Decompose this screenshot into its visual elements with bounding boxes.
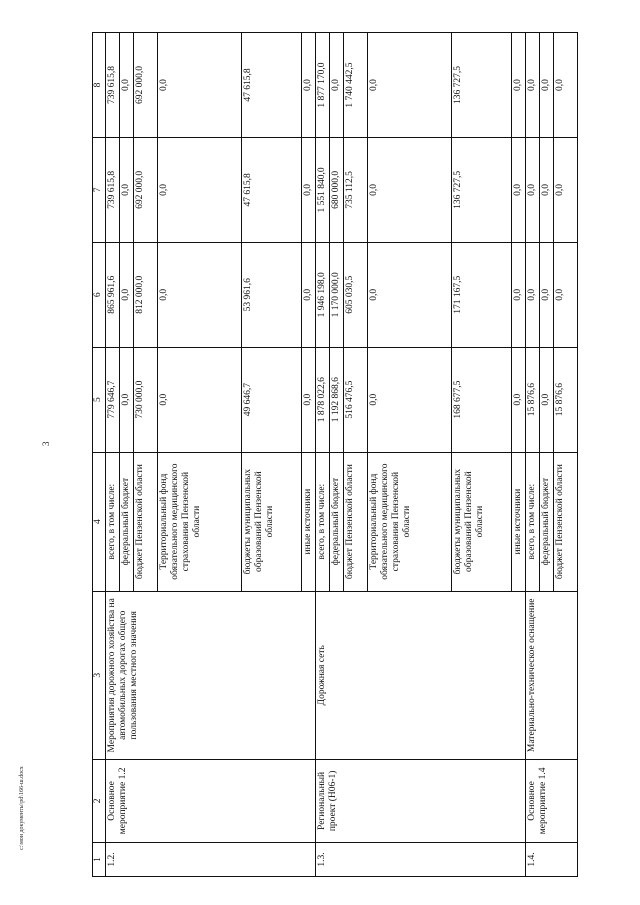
amount-cell: 605 030,5 [344, 242, 368, 347]
item-name: Региональный проект (Н06-1) [316, 759, 526, 842]
amount-cell: 136 727,5 [452, 137, 512, 242]
item-name: Основное мероприятие 1.4 [526, 759, 578, 842]
funding-source: Территориальный фонд обязательного медицинского страхования Пензенской области [368, 452, 452, 591]
amount-cell: 739 615,8 [106, 137, 120, 242]
item-number: 1.3. [316, 842, 526, 876]
column-header: 7 [93, 137, 106, 242]
table-row [526, 33, 540, 877]
amount-cell: 0,0 [120, 33, 134, 138]
funding-source: бюджет Пензенской области [134, 452, 158, 591]
amount-cell: 1 740 442,5 [344, 33, 368, 138]
funding-source: бюджеты муниципальных образований Пензенской области [242, 452, 302, 591]
funding-source: Территориальный фонд обязательного медицинского страхования Пензенской области [158, 452, 242, 591]
funding-source: всего, в том числе: [106, 452, 120, 591]
item-number: 1.2. [106, 842, 316, 876]
amount-cell: 1 946 198,0 [316, 242, 330, 347]
file-path-footer: c:\мои документы\pd\166-ш.docx [19, 766, 25, 850]
amount-cell: 0,0 [526, 137, 540, 242]
item-name: Основное мероприятие 1.2 [106, 759, 316, 842]
amount-cell: 15 876,6 [554, 347, 578, 452]
column-header: 3 [93, 591, 106, 759]
table-body [93, 33, 578, 877]
amount-cell: 865 961,6 [106, 242, 120, 347]
column-header: 4 [93, 452, 106, 591]
column-header: 5 [93, 347, 106, 452]
item-number: 1.4. [526, 842, 578, 876]
financing-table [92, 32, 578, 877]
amount-cell: 0,0 [554, 137, 578, 242]
amount-cell: 0,0 [368, 242, 452, 347]
amount-cell: 53 961,6 [242, 242, 302, 347]
amount-cell: 0,0 [158, 347, 242, 452]
table-row [316, 33, 330, 877]
amount-cell: 0,0 [120, 242, 134, 347]
amount-cell: 49 646,7 [242, 347, 302, 452]
amount-cell: 1 170 000,0 [330, 242, 344, 347]
amount-cell: 0,0 [526, 242, 540, 347]
amount-cell: 0,0 [512, 33, 526, 138]
table-row [106, 33, 120, 877]
column-header: 1 [93, 842, 106, 876]
amount-cell: 47 615,8 [242, 137, 302, 242]
amount-cell: 1 877 170,0 [316, 33, 330, 138]
funding-source: иные источники [302, 452, 316, 591]
funding-source: федеральный бюджет [330, 452, 344, 591]
item-description: Мероприятия дорожного хозяйства на автомобильных дорогах общего пользования местного значения [106, 591, 316, 759]
amount-cell: 516 476,5 [344, 347, 368, 452]
amount-cell: 0,0 [302, 347, 316, 452]
rotated-table-wrapper [92, 32, 607, 877]
header-row [93, 33, 106, 877]
column-header: 6 [93, 242, 106, 347]
amount-cell: 136 727,5 [452, 33, 512, 138]
funding-source: всего, в том числе: [316, 452, 330, 591]
funding-source: иные источники [512, 452, 526, 591]
amount-cell: 1 878 022,6 [316, 347, 330, 452]
amount-cell: 0,0 [540, 33, 554, 138]
amount-cell: 0,0 [540, 347, 554, 452]
amount-cell: 1 551 840,0 [316, 137, 330, 242]
amount-cell: 0,0 [302, 33, 316, 138]
amount-cell: 692 000,0 [134, 33, 158, 138]
amount-cell: 0,0 [540, 137, 554, 242]
amount-cell: 171 167,5 [452, 242, 512, 347]
amount-cell: 0,0 [158, 242, 242, 347]
amount-cell: 0,0 [120, 347, 134, 452]
funding-source: федеральный бюджет [540, 452, 554, 591]
amount-cell: 0,0 [512, 347, 526, 452]
funding-source: федеральный бюджет [120, 452, 134, 591]
amount-cell: 0,0 [554, 242, 578, 347]
amount-cell: 0,0 [540, 242, 554, 347]
amount-cell: 0,0 [120, 137, 134, 242]
amount-cell: 0,0 [330, 33, 344, 138]
amount-cell: 0,0 [158, 33, 242, 138]
item-description: Дорожная сеть [316, 591, 526, 759]
amount-cell: 0,0 [512, 242, 526, 347]
amount-cell: 0,0 [368, 347, 452, 452]
amount-cell: 779 646,7 [106, 347, 120, 452]
amount-cell: 692 000,0 [134, 137, 158, 242]
funding-source: всего, в том числе: [526, 452, 540, 591]
amount-cell: 47 615,8 [242, 33, 302, 138]
amount-cell: 730 000,0 [134, 347, 158, 452]
amount-cell: 0,0 [554, 33, 578, 138]
amount-cell: 0,0 [302, 242, 316, 347]
amount-cell: 1 192 868,6 [330, 347, 344, 452]
amount-cell: 0,0 [368, 137, 452, 242]
funding-source: бюджеты муниципальных образований Пензенской области [452, 452, 512, 591]
funding-source: бюджет Пензенской области [344, 452, 368, 591]
amount-cell: 0,0 [526, 33, 540, 138]
amount-cell: 0,0 [158, 137, 242, 242]
amount-cell: 15 876,6 [526, 347, 540, 452]
column-header: 2 [93, 759, 106, 842]
amount-cell: 739 615,8 [106, 33, 120, 138]
column-header: 8 [93, 33, 106, 138]
amount-cell: 0,0 [368, 33, 452, 138]
amount-cell: 0,0 [512, 137, 526, 242]
item-description: Материально-техническое оснащение [526, 591, 578, 759]
amount-cell: 812 000,0 [134, 242, 158, 347]
amount-cell: 0,0 [302, 137, 316, 242]
funding-source: бюджет Пензенской области [554, 452, 578, 591]
amount-cell: 735 112,5 [344, 137, 368, 242]
page-number: 3 [41, 441, 51, 446]
amount-cell: 168 677,5 [452, 347, 512, 452]
amount-cell: 680 000,0 [330, 137, 344, 242]
